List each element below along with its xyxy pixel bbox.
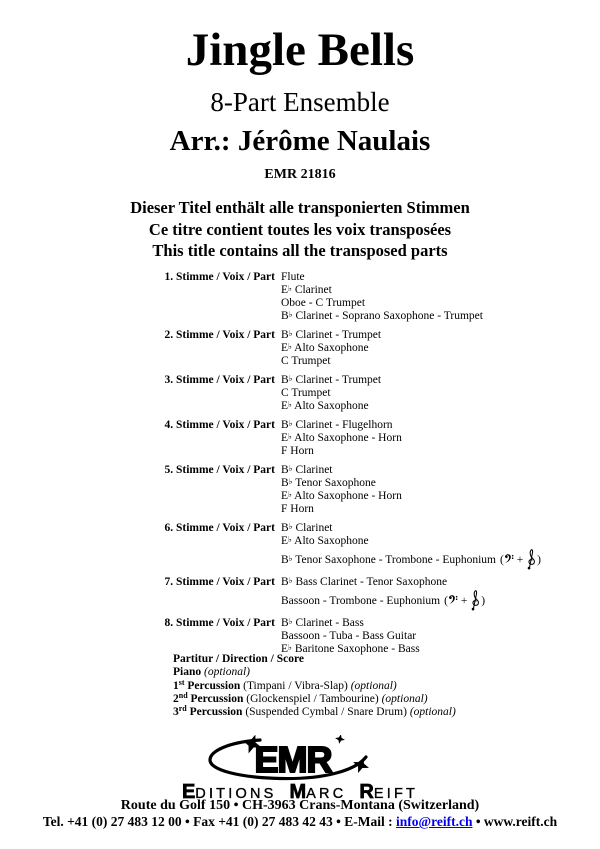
contact-website: • www.reift.ch <box>472 814 558 829</box>
part-label: 6. Stimme / Voix / Part <box>164 522 275 534</box>
flat-sign-icon: ♭ <box>288 417 293 428</box>
instrument-line: Oboe - C Trumpet <box>281 297 366 309</box>
instrument-line: Bassoon - Tuba - Bass Guitar <box>281 630 417 642</box>
treble-clef-icon <box>470 589 481 611</box>
part-row-5 <box>0 464 600 516</box>
email-link[interactable]: info@reift.ch <box>396 814 473 829</box>
flat-sign-icon: ♭ <box>288 340 292 351</box>
instrument-line: B♭ Clarinet <box>281 520 333 534</box>
part-label: 7. Stimme / Voix / Part <box>164 576 275 588</box>
clef-suffix: ( + ) <box>500 554 541 566</box>
logo-acronym-text: EMR <box>254 739 332 780</box>
score-text: 1 <box>173 679 179 692</box>
publisher-word-rest: ARC <box>306 786 347 802</box>
score-section <box>173 653 456 719</box>
score-text: (Timpani / Vibra-Slap) <box>240 679 351 692</box>
instrument-line: B♭ Clarinet - Trumpet <box>281 327 382 341</box>
flat-sign-icon: ♭ <box>288 282 292 293</box>
part-row-7 <box>0 576 600 611</box>
instrument-line: C Trumpet <box>281 355 331 367</box>
score-text: (Glockenspiel / Tambourine) <box>243 692 382 705</box>
flat-sign-icon: ♭ <box>288 430 292 441</box>
flat-sign-icon: ♭ <box>288 308 293 319</box>
instrument-line: C Trumpet <box>281 387 331 399</box>
flat-sign-icon: ♭ <box>288 398 292 409</box>
publisher-word-initial: E <box>181 781 196 803</box>
ensemble-subtitle: 8-Part Ensemble <box>210 87 390 117</box>
part-instrument-lines <box>275 522 541 570</box>
score-text: (optional) <box>350 679 397 692</box>
contact-line <box>0 814 600 830</box>
flat-sign-icon: ♭ <box>288 372 293 383</box>
score-text: Percussion <box>184 679 241 692</box>
flat-sign-icon: ♭ <box>288 533 292 544</box>
ordinal-suffix: rd <box>178 704 187 714</box>
score-line <box>173 653 456 666</box>
notice-line-french: Ce titre contient toutes les voix transposées <box>148 219 452 239</box>
score-text: Percussion <box>187 692 244 705</box>
part-row-1 <box>0 271 600 323</box>
instrument-line: E♭ Alto Saxophone <box>281 533 369 547</box>
score-line <box>173 666 456 679</box>
parts-list <box>0 271 600 662</box>
ordinal-suffix: st <box>178 677 185 687</box>
score-text: Piano <box>173 666 202 679</box>
part-label: 8. Stimme / Voix / Part <box>164 617 275 629</box>
instrument-line: B♭ Clarinet - Soprano Saxophone - Trumpet <box>281 308 483 322</box>
score-line <box>173 690 456 706</box>
notice-line-english: This title contains all the transposed parts <box>152 241 448 261</box>
score-text: (optional) <box>381 692 428 705</box>
emr-logo <box>205 735 375 783</box>
instrument-line: B♭ Bass Clarinet - Tenor Saxophone <box>281 574 448 588</box>
instrument-line: F Horn <box>281 445 314 457</box>
instrument-line: Bassoon - Trombone - Euphonium ( + ) <box>281 589 485 611</box>
contact-tel-fax: Tel. +41 (0) 27 483 12 00 • Fax +41 (0) 27 483 42 43 • E-Mail : <box>42 814 397 829</box>
part-row-4 <box>0 419 600 458</box>
instrument-line: B♭ Clarinet <box>281 462 333 476</box>
instrument-line: B♭ Clarinet - Flugelhorn <box>281 417 393 431</box>
score-text: Percussion <box>186 706 243 719</box>
flat-sign-icon: ♭ <box>288 641 292 652</box>
publisher-word-rest: DITIONS <box>195 786 277 802</box>
part-instrument-lines <box>275 419 402 458</box>
score-text: (optional) <box>204 666 250 679</box>
score-text: 2 <box>173 692 179 705</box>
bass-clef-icon <box>448 594 458 608</box>
part-label: 2. Stimme / Voix / Part <box>164 329 275 341</box>
flat-sign-icon: ♭ <box>288 488 292 499</box>
part-row-3 <box>0 374 600 413</box>
clef-suffix: ( + ) <box>444 595 485 607</box>
flat-sign-icon: ♭ <box>288 475 293 486</box>
flat-sign-icon: ♭ <box>288 615 293 626</box>
notice-line-german: Dieser Titel enthält alle transponierten Stimmen <box>130 198 470 217</box>
part-label: 3. Stimme / Voix / Part <box>164 374 275 386</box>
score-line <box>173 677 456 693</box>
publisher-word-rest: EIFT <box>373 786 419 802</box>
flat-sign-icon: ♭ <box>288 552 293 563</box>
instrument-line: E♭ Alto Saxophone <box>281 340 369 354</box>
part-instrument-lines <box>275 329 381 368</box>
part-instrument-lines <box>275 464 402 516</box>
flat-sign-icon: ♭ <box>288 327 293 338</box>
publisher-word-initial: R <box>359 781 374 803</box>
flat-sign-icon: ♭ <box>288 520 293 531</box>
publisher-word-initial: M <box>289 781 307 803</box>
score-line <box>173 706 456 719</box>
arranger-name: Arr.: Jérôme Naulais <box>169 125 431 157</box>
part-row-6 <box>0 522 600 570</box>
part-label: 5. Stimme / Voix / Part <box>164 464 275 476</box>
instrument-line: B♭ Tenor Saxophone - Trombone - Euphonium ( + ) <box>281 548 541 570</box>
instrument-line: B♭ Clarinet - Trumpet <box>281 372 382 386</box>
part-label: 4. Stimme / Voix / Part <box>164 419 275 431</box>
flat-sign-icon: ♭ <box>288 574 293 585</box>
instrument-line: B♭ Tenor Saxophone <box>281 475 376 489</box>
part-instrument-lines <box>275 576 485 611</box>
instrument-line: E♭ Baritone Saxophone - Bass <box>281 641 420 655</box>
bass-clef-icon <box>504 553 514 567</box>
page-title: Jingle Bells <box>185 24 415 76</box>
instrument-line: E♭ Clarinet <box>281 282 332 296</box>
part-instrument-lines <box>275 374 381 413</box>
part-instrument-lines <box>275 617 420 656</box>
part-label: 1. Stimme / Voix / Part <box>164 271 275 283</box>
instrument-line: E♭ Alto Saxophone - Horn <box>281 430 402 444</box>
transposed-parts-notice <box>0 197 600 262</box>
instrument-line: F Horn <box>281 503 314 515</box>
score-text: 3 <box>173 706 179 719</box>
part-instrument-lines <box>275 271 483 323</box>
part-row-2 <box>0 329 600 368</box>
instrument-line: E♭ Alto Saxophone <box>281 398 369 412</box>
flat-sign-icon: ♭ <box>288 462 293 473</box>
instrument-line: E♭ Alto Saxophone - Horn <box>281 488 402 502</box>
score-text: (Suspended Cymbal / Snare Drum) <box>242 706 410 719</box>
instrument-line: Flute <box>281 271 305 283</box>
instrument-line: B♭ Clarinet - Bass <box>281 615 364 629</box>
score-text: (optional) <box>409 706 456 719</box>
part-row-8 <box>0 617 600 656</box>
ordinal-suffix: nd <box>178 690 188 700</box>
catalog-number: EMR 21816 <box>264 167 336 182</box>
treble-clef-icon <box>526 548 537 570</box>
publisher-address: Route du Golf 150 • CH-3963 Crans-Montana (Switzerland) <box>120 798 480 813</box>
score-text: Partitur / Direction / Score <box>173 653 304 665</box>
logo-star-icon <box>334 735 346 745</box>
